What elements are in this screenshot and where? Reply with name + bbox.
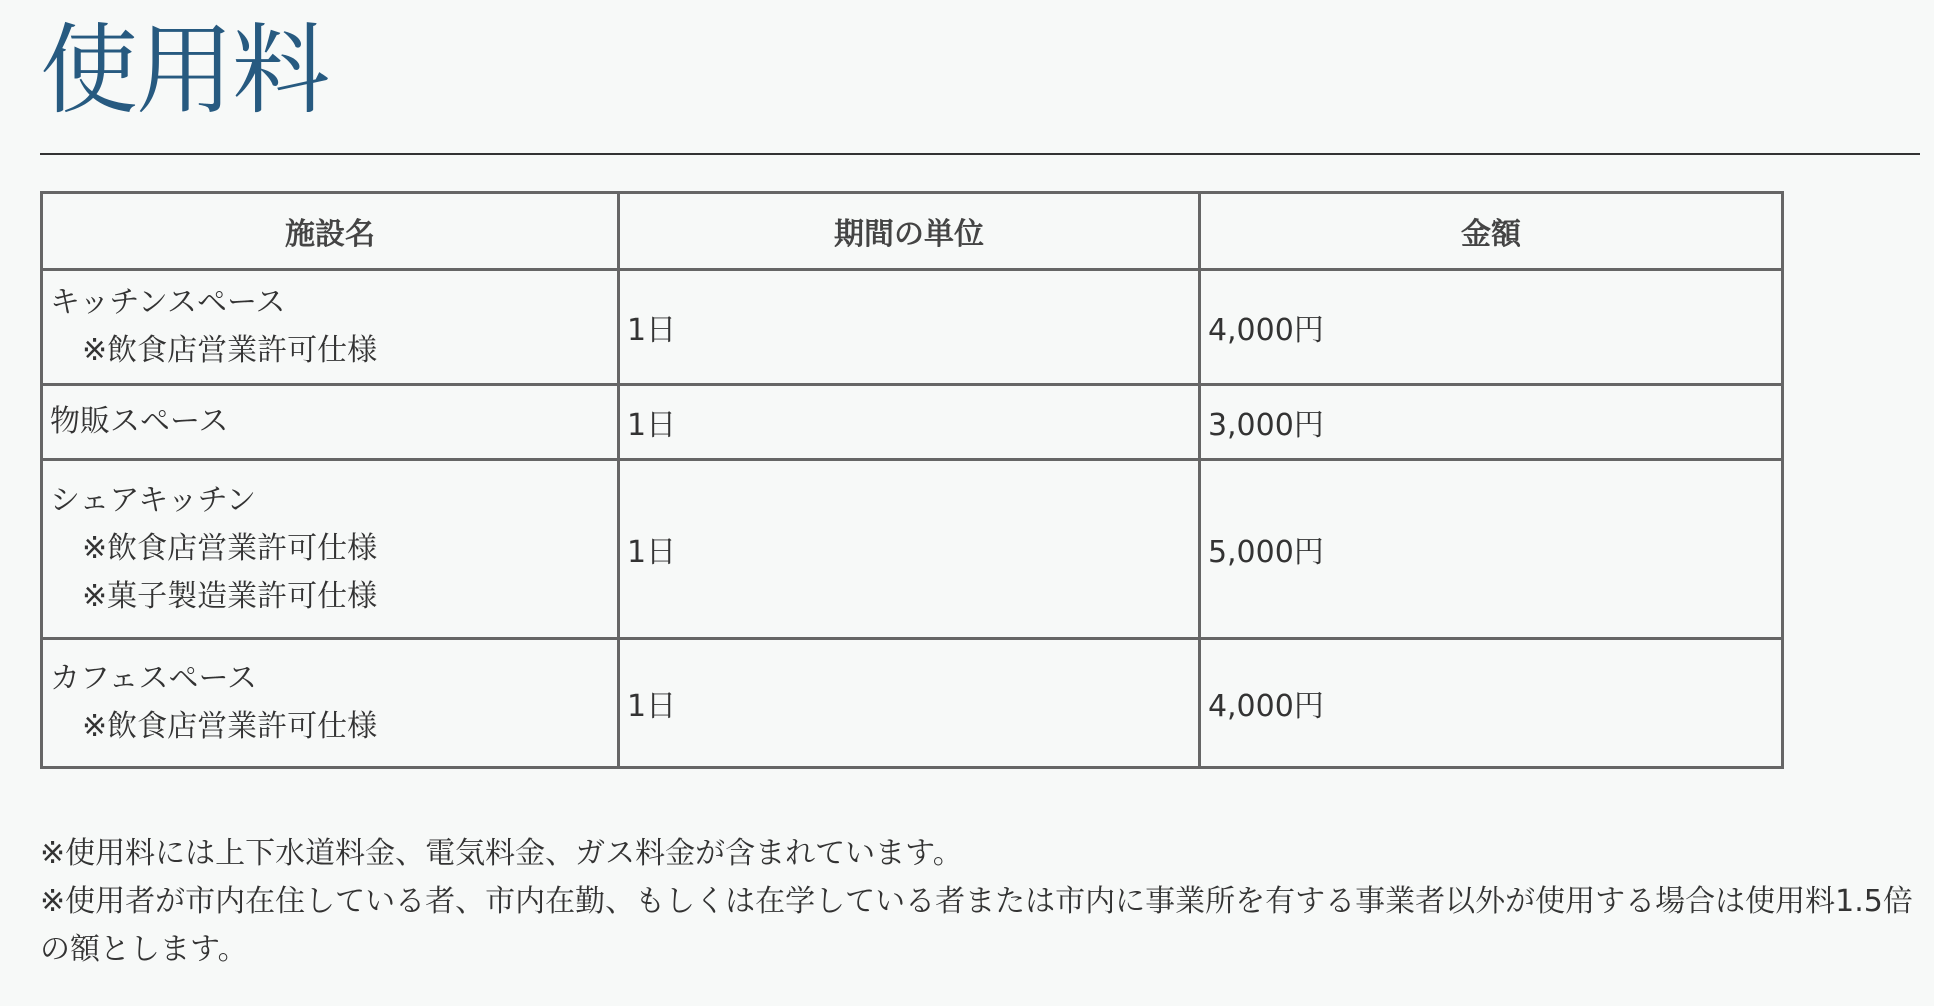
fee-table: [40, 191, 1784, 769]
price-cell: 4,000円: [1199, 639, 1782, 768]
facility-note: ※飲食店営業許可仕様: [82, 333, 378, 368]
facility-name: 物販スペース: [50, 404, 229, 439]
facility-note: ※飲食店営業許可仕様: [82, 531, 378, 566]
period-cell: 1日: [619, 385, 1200, 460]
footnote-utilities: ※使用料には上下水道料金、電気料金、ガス料金が含まれています。: [40, 836, 963, 871]
header-period-unit: 期間の単位: [619, 193, 1200, 270]
table-row: [42, 460, 1783, 639]
period-cell: 1日: [619, 270, 1200, 385]
facility-name: カフェスペース: [50, 661, 257, 696]
facility-name: キッチンスペース: [50, 285, 286, 320]
period-cell: 1日: [619, 639, 1200, 768]
facility-name-cell: [42, 460, 619, 639]
table-row: [42, 385, 1783, 460]
facility-name-cell: [42, 270, 619, 385]
header-amount: 金額: [1199, 193, 1782, 270]
table-row: [42, 639, 1783, 768]
price-cell: 4,000円: [1199, 270, 1782, 385]
footnotes: [40, 830, 1920, 974]
facility-note: ※飲食店営業許可仕様: [82, 709, 378, 744]
facility-name: シェアキッチン: [50, 483, 257, 518]
facility-name-cell: [42, 385, 619, 460]
header-facility-name: 施設名: [42, 193, 619, 270]
footnote-surcharge: ※使用者が市内在住している者、市内在勤、もしくは在学している者または市内に事業所を有する事業者以外が使用する場合は使用料1.5倍の額とします。: [40, 884, 1913, 967]
price-cell: 5,000円: [1199, 460, 1782, 639]
facility-note: ※菓子製造業許可仕様: [82, 579, 378, 614]
table-header-row: [42, 193, 1783, 270]
title-divider: [40, 153, 1920, 155]
price-cell: 3,000円: [1199, 385, 1782, 460]
table-row: [42, 270, 1783, 385]
page-title: 使用料: [40, 14, 329, 128]
period-cell: 1日: [619, 460, 1200, 639]
facility-name-cell: [42, 639, 619, 768]
